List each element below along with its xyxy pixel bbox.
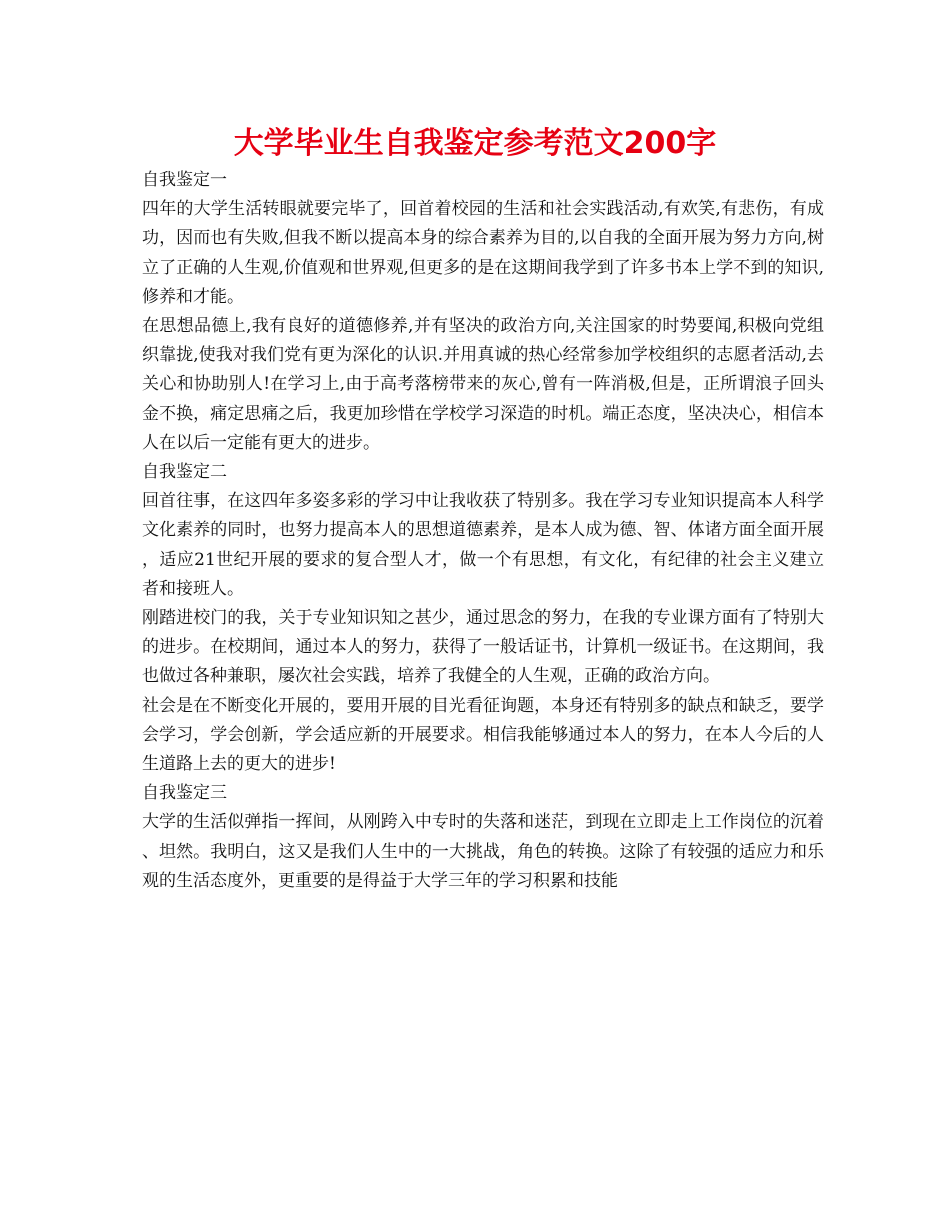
section-heading-3: 自我鉴定三 <box>142 783 227 804</box>
document-body <box>142 166 824 896</box>
paragraph: 大学的生活似弹指一挥间，从刚跨入中专时的失落和迷茫，到现在立即走上工作岗位的沉着、坦然。我明白，这又是我们人生中的一大挑战，角色的转换。这除了有较强的适应力和乐观的生活态度外，更重要的是得益于大学三年的学习积累和技能 <box>142 812 824 891</box>
section-heading-1: 自我鉴定一 <box>142 170 227 190</box>
paragraph: 刚踏进校门的我，关于专业知识知之甚少，通过思念的努力，在我的专业课方面有了特别大的进步。在校期间，通过本人的努力，获得了一般话证书，计算机一级证书。在这期间，我也做过各种兼职，屡次社会实践，培养了我健全的人生观，正确的政治方向。 <box>142 608 824 687</box>
paragraph: 四年的大学生活转眼就要完毕了，回首着校园的生活和社会实践活动,有欢笑,有悲伤，有成功，因而也有失败,但我不断以提高本身的综合素养为目的,以自我的全面开展为努力方向,树立了正确的人生观,价值观和世界观,但更多的是在这期间我学到了许多书本上学不到的知识,修养和才能。 <box>142 199 824 307</box>
document-title: 大学毕业生自我鉴定参考范文200字 <box>233 126 717 161</box>
paragraph: 社会是在不断变化开展的，要用开展的目光看征询题，本身还有特别多的缺点和缺乏，要学会学习，学会创新，学会适应新的开展要求。相信我能够通过本人的努力，在本人今后的人生道路上去的更大的进步! <box>142 695 824 775</box>
section-heading-2: 自我鉴定二 <box>142 462 227 483</box>
paragraph: 回首往事，在这四年多姿多彩的学习中让我收获了特别多。我在学习专业知识提高本人科学文化素养的同时，也努力提高本人的思想道德素养，是本人成为德、智、体诸方面全面开展，适应21世纪开展的要求的复合型人才，做一个有思想，有文化，有纪律的社会主义建立者和接班人。 <box>142 491 824 599</box>
paragraph: 在思想品德上,我有良好的道德修养,并有坚决的政治方向,关注国家的时势要闻,积极向党组织靠拢,使我对我们党有更为深化的认识.并用真诚的热心经常参加学校组织的志愿者活动,去关心和协助别人!在学习上,由于高考落榜带来的灰心,曾有一阵消极,但是，正所谓浪子回头金不换，痛定思痛之后，我更加珍惜在学校学习深造的时机。端正态度，坚决决心，相信本人在以后一定能有更大的进步。 <box>142 316 824 453</box>
